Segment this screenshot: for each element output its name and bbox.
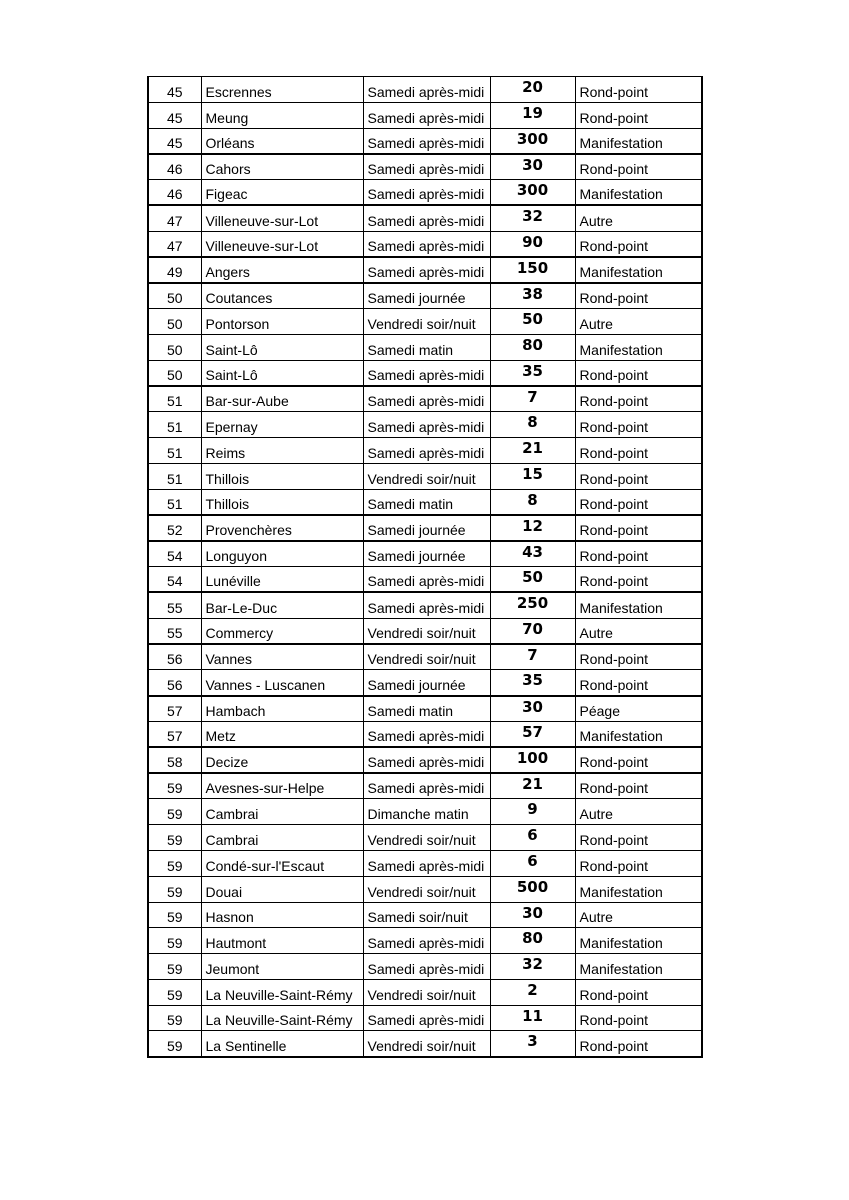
count-cell: 50: [490, 567, 575, 593]
city-cell: Cambrai: [201, 799, 363, 825]
type-cell: Manifestation: [575, 721, 702, 747]
department-cell: 59: [148, 1031, 201, 1057]
department-cell: 56: [148, 670, 201, 696]
department-cell: 51: [148, 438, 201, 464]
department-cell: 46: [148, 154, 201, 180]
city-cell: Meung: [201, 102, 363, 128]
table-row: [148, 721, 702, 747]
type-cell: Manifestation: [575, 180, 702, 206]
count-cell: 50: [490, 309, 575, 335]
count-cell: 6: [490, 825, 575, 851]
type-cell: Rond-point: [575, 360, 702, 386]
city-cell: Lunéville: [201, 567, 363, 593]
table-row: [148, 1005, 702, 1031]
count-cell: 7: [490, 644, 575, 670]
count-cell: 8: [490, 412, 575, 438]
table-row: [148, 954, 702, 980]
time-cell: Samedi après-midi: [363, 747, 490, 773]
time-cell: Samedi journée: [363, 541, 490, 567]
table-row: [148, 567, 702, 593]
time-cell: Vendredi soir/nuit: [363, 825, 490, 851]
table-row: [148, 670, 702, 696]
count-cell: 500: [490, 876, 575, 902]
type-cell: Manifestation: [575, 334, 702, 360]
type-cell: Rond-point: [575, 283, 702, 309]
type-cell: Rond-point: [575, 747, 702, 773]
department-cell: 59: [148, 928, 201, 954]
table-row: [148, 386, 702, 412]
city-cell: Coutances: [201, 283, 363, 309]
type-cell: Autre: [575, 205, 702, 231]
city-cell: Angers: [201, 257, 363, 283]
city-cell: Hautmont: [201, 928, 363, 954]
city-cell: Condé-sur-l'Escaut: [201, 850, 363, 876]
city-cell: Reims: [201, 438, 363, 464]
type-cell: Manifestation: [575, 128, 702, 154]
type-cell: Rond-point: [575, 386, 702, 412]
city-cell: Thillois: [201, 489, 363, 515]
table-row: [148, 876, 702, 902]
type-cell: Péage: [575, 696, 702, 722]
department-cell: 51: [148, 489, 201, 515]
time-cell: Samedi après-midi: [363, 257, 490, 283]
type-cell: Rond-point: [575, 644, 702, 670]
time-cell: Vendredi soir/nuit: [363, 1031, 490, 1057]
count-cell: 12: [490, 515, 575, 541]
count-cell: 100: [490, 747, 575, 773]
city-cell: Saint-Lô: [201, 360, 363, 386]
count-cell: 300: [490, 180, 575, 206]
type-cell: Manifestation: [575, 257, 702, 283]
department-cell: 59: [148, 954, 201, 980]
table-row: [148, 644, 702, 670]
time-cell: Samedi après-midi: [363, 928, 490, 954]
count-cell: 2: [490, 979, 575, 1005]
count-cell: 19: [490, 102, 575, 128]
type-cell: Rond-point: [575, 1031, 702, 1057]
type-cell: Rond-point: [575, 670, 702, 696]
department-cell: 59: [148, 850, 201, 876]
table-row: [148, 618, 702, 644]
city-cell: Pontorson: [201, 309, 363, 335]
department-cell: 59: [148, 902, 201, 928]
count-cell: 300: [490, 128, 575, 154]
type-cell: Manifestation: [575, 954, 702, 980]
time-cell: Samedi matin: [363, 696, 490, 722]
type-cell: Rond-point: [575, 1005, 702, 1031]
type-cell: Rond-point: [575, 412, 702, 438]
city-cell: Villeneuve-sur-Lot: [201, 231, 363, 257]
time-cell: Samedi après-midi: [363, 205, 490, 231]
type-cell: Rond-point: [575, 541, 702, 567]
table-row: [148, 180, 702, 206]
table-row: [148, 412, 702, 438]
time-cell: Samedi après-midi: [363, 567, 490, 593]
time-cell: Samedi après-midi: [363, 128, 490, 154]
table-row: [148, 799, 702, 825]
department-cell: 59: [148, 799, 201, 825]
count-cell: 80: [490, 334, 575, 360]
count-cell: 15: [490, 463, 575, 489]
department-cell: 51: [148, 386, 201, 412]
table-row: [148, 773, 702, 799]
type-cell: Rond-point: [575, 515, 702, 541]
time-cell: Samedi après-midi: [363, 154, 490, 180]
table-row: [148, 515, 702, 541]
time-cell: Samedi après-midi: [363, 721, 490, 747]
count-cell: 80: [490, 928, 575, 954]
type-cell: Manifestation: [575, 928, 702, 954]
time-cell: Samedi journée: [363, 515, 490, 541]
count-cell: 21: [490, 438, 575, 464]
city-cell: La Neuville-Saint-Rémy: [201, 1005, 363, 1031]
department-cell: 47: [148, 231, 201, 257]
time-cell: Samedi après-midi: [363, 180, 490, 206]
table-row: [148, 309, 702, 335]
table-row: [148, 102, 702, 128]
department-cell: 46: [148, 180, 201, 206]
table-row: [148, 1031, 702, 1057]
time-cell: Samedi après-midi: [363, 77, 490, 103]
department-cell: 59: [148, 1005, 201, 1031]
time-cell: Samedi matin: [363, 489, 490, 515]
department-cell: 54: [148, 567, 201, 593]
table-row: [148, 747, 702, 773]
type-cell: Rond-point: [575, 489, 702, 515]
count-cell: 57: [490, 721, 575, 747]
department-cell: 45: [148, 102, 201, 128]
time-cell: Samedi après-midi: [363, 954, 490, 980]
type-cell: Rond-point: [575, 231, 702, 257]
table-row: [148, 154, 702, 180]
type-cell: Autre: [575, 309, 702, 335]
time-cell: Vendredi soir/nuit: [363, 644, 490, 670]
table-row: [148, 489, 702, 515]
city-cell: Hambach: [201, 696, 363, 722]
department-cell: 56: [148, 644, 201, 670]
time-cell: Samedi après-midi: [363, 386, 490, 412]
time-cell: Vendredi soir/nuit: [363, 876, 490, 902]
city-cell: Avesnes-sur-Helpe: [201, 773, 363, 799]
count-cell: 32: [490, 954, 575, 980]
department-cell: 59: [148, 876, 201, 902]
count-cell: 9: [490, 799, 575, 825]
count-cell: 11: [490, 1005, 575, 1031]
table-row: [148, 592, 702, 618]
type-cell: Manifestation: [575, 876, 702, 902]
events-table: [147, 76, 703, 1058]
time-cell: Samedi après-midi: [363, 438, 490, 464]
department-cell: 57: [148, 696, 201, 722]
city-cell: Bar-sur-Aube: [201, 386, 363, 412]
city-cell: La Neuville-Saint-Rémy: [201, 979, 363, 1005]
table-row: [148, 283, 702, 309]
table-row: [148, 541, 702, 567]
count-cell: 30: [490, 154, 575, 180]
count-cell: 3: [490, 1031, 575, 1057]
count-cell: 35: [490, 670, 575, 696]
table-row: [148, 979, 702, 1005]
city-cell: Epernay: [201, 412, 363, 438]
city-cell: Escrennes: [201, 77, 363, 103]
count-cell: 21: [490, 773, 575, 799]
city-cell: Vannes - Luscanen: [201, 670, 363, 696]
table-row: [148, 334, 702, 360]
type-cell: Rond-point: [575, 463, 702, 489]
department-cell: 57: [148, 721, 201, 747]
city-cell: Thillois: [201, 463, 363, 489]
city-cell: Jeumont: [201, 954, 363, 980]
type-cell: Autre: [575, 902, 702, 928]
count-cell: 35: [490, 360, 575, 386]
city-cell: Longuyon: [201, 541, 363, 567]
type-cell: Rond-point: [575, 77, 702, 103]
table-row: [148, 257, 702, 283]
time-cell: Vendredi soir/nuit: [363, 463, 490, 489]
type-cell: Rond-point: [575, 850, 702, 876]
time-cell: Dimanche matin: [363, 799, 490, 825]
type-cell: Rond-point: [575, 567, 702, 593]
department-cell: 47: [148, 205, 201, 231]
time-cell: Samedi après-midi: [363, 773, 490, 799]
type-cell: Autre: [575, 618, 702, 644]
table-row: [148, 128, 702, 154]
count-cell: 90: [490, 231, 575, 257]
city-cell: Cahors: [201, 154, 363, 180]
department-cell: 51: [148, 463, 201, 489]
count-cell: 32: [490, 205, 575, 231]
city-cell: Vannes: [201, 644, 363, 670]
table-row: [148, 928, 702, 954]
department-cell: 49: [148, 257, 201, 283]
department-cell: 50: [148, 283, 201, 309]
count-cell: 43: [490, 541, 575, 567]
table-row: [148, 205, 702, 231]
city-cell: Orléans: [201, 128, 363, 154]
department-cell: 50: [148, 360, 201, 386]
count-cell: 70: [490, 618, 575, 644]
events-table-body: [148, 77, 702, 1057]
department-cell: 45: [148, 77, 201, 103]
department-cell: 51: [148, 412, 201, 438]
type-cell: Rond-point: [575, 979, 702, 1005]
table-row: [148, 463, 702, 489]
department-cell: 58: [148, 747, 201, 773]
count-cell: 150: [490, 257, 575, 283]
department-cell: 52: [148, 515, 201, 541]
time-cell: Samedi après-midi: [363, 360, 490, 386]
time-cell: Samedi après-midi: [363, 1005, 490, 1031]
count-cell: 8: [490, 489, 575, 515]
time-cell: Samedi après-midi: [363, 231, 490, 257]
department-cell: 50: [148, 309, 201, 335]
department-cell: 55: [148, 618, 201, 644]
table-row: [148, 696, 702, 722]
count-cell: 20: [490, 77, 575, 103]
count-cell: 7: [490, 386, 575, 412]
city-cell: Metz: [201, 721, 363, 747]
city-cell: Cambrai: [201, 825, 363, 851]
time-cell: Samedi après-midi: [363, 850, 490, 876]
time-cell: Vendredi soir/nuit: [363, 618, 490, 644]
city-cell: Provenchères: [201, 515, 363, 541]
city-cell: Figeac: [201, 180, 363, 206]
time-cell: Samedi journée: [363, 283, 490, 309]
time-cell: Samedi après-midi: [363, 592, 490, 618]
table-row: [148, 850, 702, 876]
city-cell: La Sentinelle: [201, 1031, 363, 1057]
time-cell: Samedi soir/nuit: [363, 902, 490, 928]
department-cell: 59: [148, 825, 201, 851]
table-row: [148, 231, 702, 257]
count-cell: 6: [490, 850, 575, 876]
city-cell: Hasnon: [201, 902, 363, 928]
type-cell: Rond-point: [575, 438, 702, 464]
department-cell: 45: [148, 128, 201, 154]
department-cell: 59: [148, 773, 201, 799]
count-cell: 30: [490, 902, 575, 928]
type-cell: Rond-point: [575, 154, 702, 180]
city-cell: Villeneuve-sur-Lot: [201, 205, 363, 231]
count-cell: 250: [490, 592, 575, 618]
city-cell: Bar-Le-Duc: [201, 592, 363, 618]
time-cell: Samedi après-midi: [363, 102, 490, 128]
time-cell: Vendredi soir/nuit: [363, 979, 490, 1005]
type-cell: Rond-point: [575, 102, 702, 128]
type-cell: Manifestation: [575, 592, 702, 618]
department-cell: 54: [148, 541, 201, 567]
city-cell: Commercy: [201, 618, 363, 644]
type-cell: Rond-point: [575, 773, 702, 799]
type-cell: Autre: [575, 799, 702, 825]
table-row: [148, 360, 702, 386]
type-cell: Rond-point: [575, 825, 702, 851]
table-row: [148, 825, 702, 851]
time-cell: Vendredi soir/nuit: [363, 309, 490, 335]
time-cell: Samedi journée: [363, 670, 490, 696]
department-cell: 50: [148, 334, 201, 360]
city-cell: Saint-Lô: [201, 334, 363, 360]
city-cell: Douai: [201, 876, 363, 902]
table-row: [148, 438, 702, 464]
time-cell: Samedi matin: [363, 334, 490, 360]
table-row: [148, 902, 702, 928]
count-cell: 38: [490, 283, 575, 309]
count-cell: 30: [490, 696, 575, 722]
department-cell: 55: [148, 592, 201, 618]
table-row: [148, 77, 702, 103]
city-cell: Decize: [201, 747, 363, 773]
department-cell: 59: [148, 979, 201, 1005]
time-cell: Samedi après-midi: [363, 412, 490, 438]
